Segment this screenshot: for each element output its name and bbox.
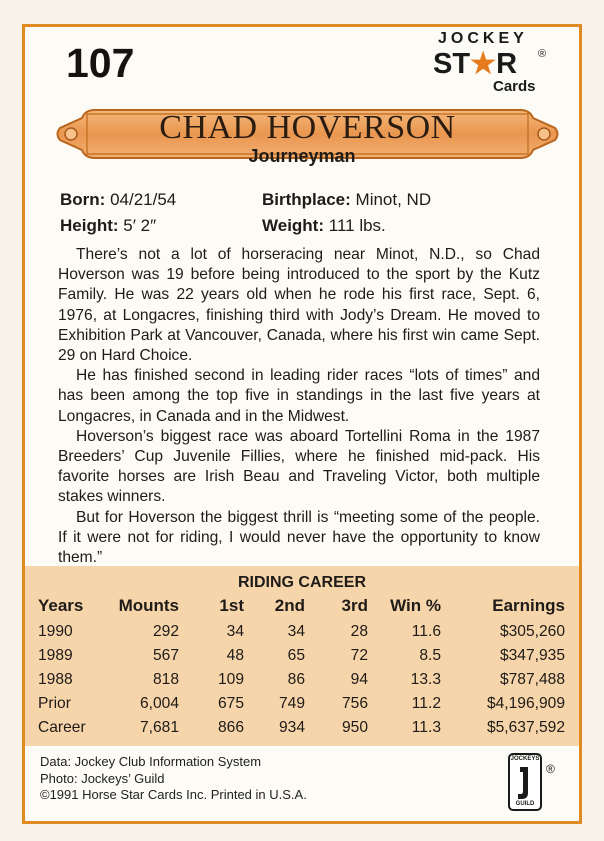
- guild-top-text: JOCKEYS: [510, 756, 540, 762]
- table-header: [25, 596, 579, 620]
- table-row: 1989 567 48 65 72 8.5 $347,935: [38, 647, 565, 664]
- header-second: 2nd: [274, 596, 305, 615]
- jockey-star-logo: [430, 30, 555, 98]
- jockey-status: Journeyman: [248, 146, 356, 166]
- bio-paragraph: But for Hoverson the biggest thrill is “meeting some of the people. If it were not for riding, I would never have the opportunity to know them.”: [58, 508, 540, 567]
- guild-bottom-text: GUILD: [515, 801, 535, 807]
- header-mounts: Mounts: [118, 596, 179, 615]
- weight-field: Weight: 111 lbs.: [262, 216, 386, 235]
- jockey-name: CHAD HOVERSON: [159, 109, 456, 146]
- bio-paragraph: There’s not a lot of horseracing near Minot, N.D., so Chad Hoverson was 19 before being introduced to the sport by the Kutz Family. He was 22 years old when he rode his first race, Sept. 6, 1976, at Longacres, finishing third with Jody’s Dream. He moved to Exhibition Park at Vancouver, Canada, where his first win came Sept. 29 on Hard Choice.: [58, 246, 540, 365]
- born-field: Born: 04/21/54: [60, 190, 177, 209]
- logo-cards-text: Cards: [493, 78, 536, 95]
- header-earnings: Earnings: [492, 596, 565, 615]
- credit-data-source: Data: Jockey Club Information System: [40, 754, 262, 769]
- star-icon: ★: [470, 48, 497, 80]
- logo-jockey-text: JOCKEY: [438, 30, 528, 47]
- credits: [40, 754, 307, 804]
- table-row: 1990 292 34 34 28 11.6 $305,260: [38, 623, 565, 640]
- table-row: 1988 818 109 86 94 13.3 $787,488: [38, 671, 565, 688]
- birthplace-field: Birthplace: Minot, ND: [262, 190, 432, 209]
- jockeys-guild-logo: [508, 753, 542, 811]
- height-field: Height: 5′ 2″: [60, 216, 157, 235]
- header-third: 3rd: [341, 596, 368, 615]
- table-row: Prior 6,004 675 749 756 11.2 $4,196,909: [38, 695, 565, 712]
- registered-mark: ®: [538, 48, 547, 60]
- biography: [58, 245, 540, 568]
- credit-photo: Photo: Jockeys’ Guild: [40, 770, 165, 786]
- guild-registered-mark: ®: [546, 762, 555, 776]
- bio-paragraph: He has finished second in leading rider races “lots of times” and has been among the top five in standings in the last five years at Longacres, in Canada and in the Midwest.: [58, 367, 540, 425]
- copyright: ©1991 Horse Star Cards Inc. Printed in U.S.A.: [40, 787, 307, 802]
- card-number: 107: [66, 40, 135, 86]
- table-row: Career 7,681 866 934 950 11.3 $5,637,592: [38, 719, 565, 736]
- header-years: Years: [38, 596, 84, 615]
- header-win-pct: Win %: [390, 596, 441, 615]
- bio-paragraph: Hoverson’s biggest race was aboard Tortellini Roma in the 1987 Breeders’ Cup Juvenile Fillies, where he finished mid-pack. His favorite horses are Irish Beau and Traveling Victor, both multiple stakes winners.: [58, 427, 540, 506]
- riding-career-table: [25, 566, 579, 746]
- header-first: 1st: [219, 596, 244, 615]
- table-title: RIDING CAREER: [237, 574, 366, 591]
- logo-star-text: ST★R: [433, 48, 518, 80]
